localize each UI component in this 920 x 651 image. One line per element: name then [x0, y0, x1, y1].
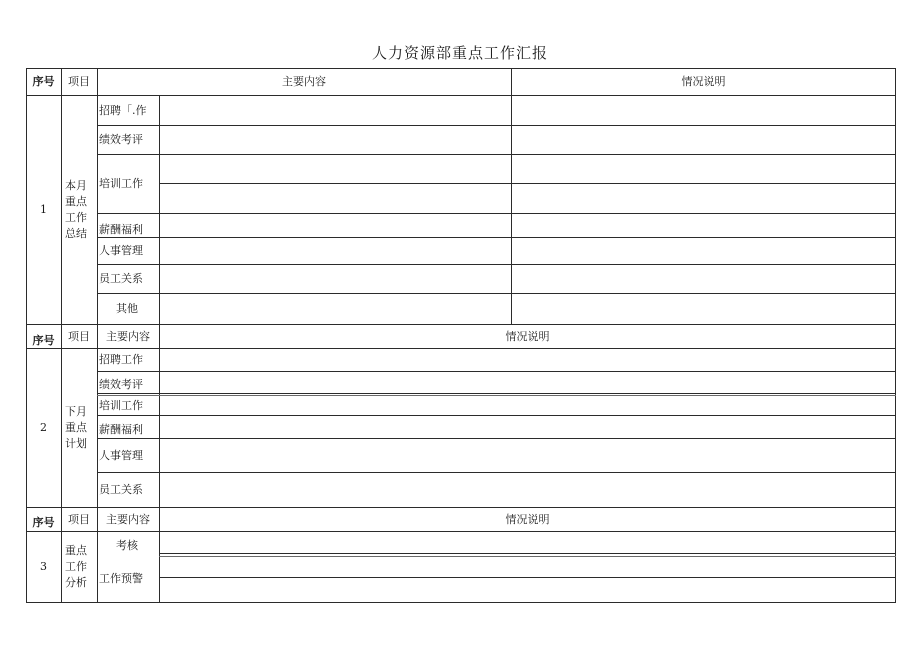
section-item	[61, 95, 97, 324]
header-note: 情况说明	[505, 329, 550, 343]
row-label: 绩效考评	[99, 377, 143, 391]
header-no: 序号	[32, 75, 55, 88]
section-item-label: 本月重点工作总结	[65, 178, 87, 240]
section-number: 2	[40, 421, 47, 434]
section-number: 3	[40, 560, 47, 573]
header-no: 序号	[32, 334, 55, 347]
header-content: 主要内容	[106, 329, 150, 343]
row-label: 培训工作	[99, 177, 143, 190]
row-label: 考核	[116, 538, 138, 552]
row-label: 其他	[116, 302, 138, 315]
row-label: 员工关系	[99, 483, 143, 496]
page-title: 人力资源部重点工作汇报	[371, 44, 548, 62]
header-note: 情况说明	[505, 512, 550, 526]
header-content: 主要内容	[282, 75, 326, 88]
header-no: 序号	[32, 515, 55, 529]
header-content: 主要内容	[106, 512, 150, 526]
section-item	[61, 348, 97, 507]
header-item: 项目	[68, 75, 90, 88]
row-label: 招聘「.作	[99, 103, 147, 117]
header-item: 项目	[68, 512, 90, 526]
row-label: 人事管理	[99, 448, 143, 462]
row-label: 招聘工作	[99, 353, 143, 366]
section-number: 1	[40, 203, 47, 216]
row-label: 工作预警	[99, 571, 143, 585]
header-item: 项目	[68, 329, 90, 343]
row-label: 绩效考评	[99, 133, 143, 146]
row-label: 培训工作	[99, 398, 143, 412]
section-item-label: 重点工作分析	[65, 543, 87, 589]
section-item	[61, 531, 97, 602]
section-item-label: 下月重点计划	[65, 404, 87, 450]
row-label: 人事管理	[99, 244, 143, 257]
row-label: 员工关系	[99, 272, 143, 285]
row-label: 薪酬福利	[99, 222, 143, 236]
header-note: 情况说明	[681, 75, 726, 88]
row-label: 薪酬福利	[99, 423, 143, 436]
